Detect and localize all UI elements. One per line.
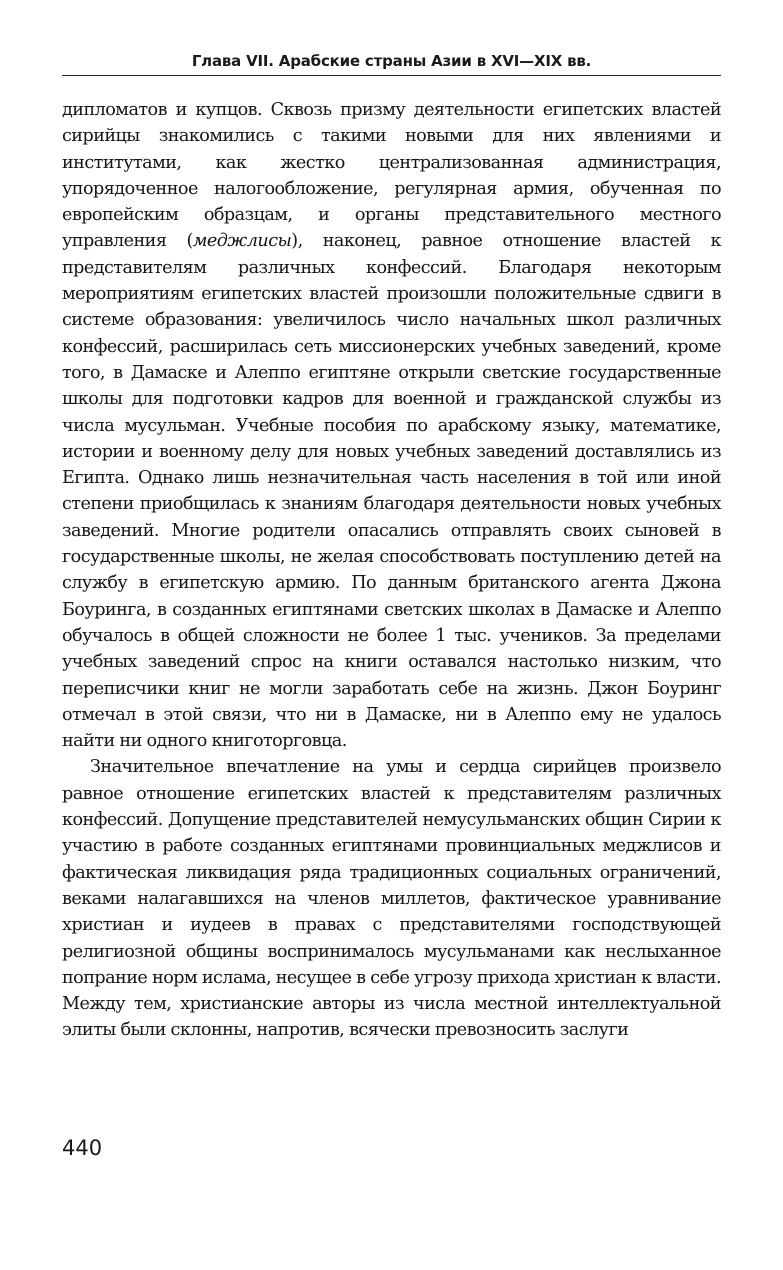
paragraph-1-italic-term: меджлисы (192, 231, 292, 252)
paragraph-1-text-b: ), наконец, равное отношение властей к представителям различных конфессий. Благодаря некоторым мероприятиям египетских властей произошли положительные сдвиги в системе образования: увеличилось число начальных школ различных конфессий, расширилась сеть миссионерских учебных заведений, кроме того, в Дамаске и Алеппо египтяне открыли светские государственные школы для подготовки кадров для военной и гражданской службы из числа мусульман. Учебные пособия по арабскому языку, математике, истории и военному делу для новых учебных заведений доставлялись из Египта. Однако лишь незначительная часть населения в той или иной степени приобщилась к знаниям благодаря деятельности новых учебных заведений. Многие родители опасались отправлять своих сыновей в государственные школы, не желая способствовать поступлению детей на службу в египетскую армию. По данным британского агента Джона Боуринга, в созданных египтянами светских школах в Дамаске и Алеппо обучалось в общей сложности не более 1 тыс. учеников. За пределами учебных заведений спрос на книги оставался настолько низким, что переписчики книг не могли заработать себе на жизнь. Джон Боуринг отмечал в этой связи, что ни в Дамаске, ни в Алеппо ему не удалось найти ни одного книготорговца. (62, 231, 721, 752)
page-number: 440 (62, 1136, 103, 1160)
body-text (62, 97, 721, 1044)
running-header: Глава VII. Арабские страны Азии в XVI—XIX вв. (191, 52, 592, 70)
paragraph-2: Значительное впечатление на умы и сердца сирийцев произвело равное отношение египетских властей к представителям различных конфессий. Допущение представителей немусульманских общин Сирии к участию в работе созданных египтянами провинциальных меджлисов и фактическая ликвидация ряда традиционных социальных ограничений, веками налагавшихся на членов миллетов, фактическое уравнивание христиан и иудеев в правах с представителями господствующей религиозной общины воспринималось мусульманами как неслыханное попрание норм ислама, несущее в себе угрозу прихода христиан к власти. Между тем, христианские авторы из числа местной интеллектуальной элиты были склонны, напротив, всячески превозносить заслуги (62, 757, 721, 1041)
header-rule (62, 75, 721, 76)
paragraph-1 (62, 97, 721, 754)
paragraph-1-text-a: дипломатов и купцов. Сквозь призму деятельности египетских властей сирийцы знакомились с такими новыми для них явлениями и институтами, как жестко централизованная администрация, упорядоченное налогообложение, регулярная армия, обученная по европейским образцам, и органы представительного местного управления ( (62, 100, 721, 252)
